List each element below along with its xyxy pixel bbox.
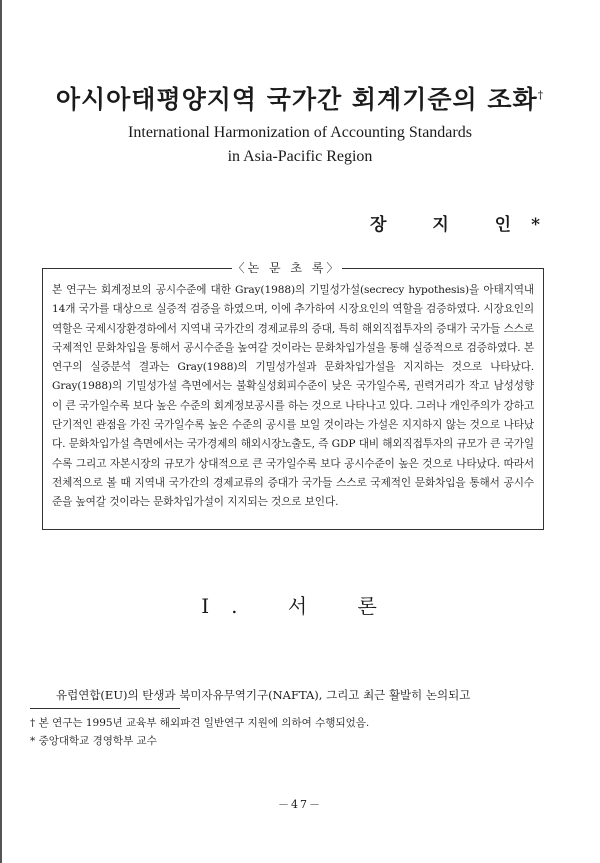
- author: [370, 210, 540, 235]
- section-title: Ⅰ. 서 론: [201, 594, 399, 618]
- footnote-funding: † 본 연구는 1995년 교육부 해외파견 일반연구 지원에 의하여 수행되었음.: [30, 717, 370, 729]
- page-number: －47－: [278, 798, 322, 811]
- abstract-heading: 〈논 문 초 록〉: [232, 261, 342, 275]
- footnote-affiliation: * 중앙대학교 경영학부 교수: [30, 735, 157, 747]
- title-korean-text: 아시아태평양지역 국가간 회계기준의 조화: [55, 85, 538, 114]
- paper-title-korean: [0, 80, 600, 116]
- title-footnote-mark: †: [537, 88, 545, 102]
- title-english-line-2: in Asia-Pacific Region: [227, 148, 373, 165]
- footnotes: [30, 714, 560, 750]
- author-name: 장 지 인: [370, 215, 532, 235]
- author-footnote-mark: *: [531, 215, 540, 235]
- footnote-divider: [30, 708, 180, 709]
- title-english-line-1: International Harmonization of Accounting Standards: [128, 124, 472, 141]
- abstract-text: 본 연구는 회계정보의 공시수준에 대한 Gray(1988)의 기밀성가설(secrecy hypothesis)을 아태지역내 14개 국가를 대상으로 실증적 검증을 하였으며, 이에 추가하여 시장요인의 역할을 검증하였다. 시장요인의 역할은 국제시장환경하에서 지역내 국가간의 경제교류의 증대, 특히 해외직접투자의 증대가 국가들 스스로 국제적인 문화차입을 통해서 공시수준을 높여갈 것이라는 문화차입가설을 통해 실증적으로 검증하였다. 본 연구의 실증분석 결과는 Gray(1988)의 기밀성가설과 문화차입가설을 지지하는 것으로 나타났다. Gray(1988)의 기밀성가설 측면에서는 불확실성회피수준이 낮은 국가일수록, 권력거리가 작고 남성성향이 큰 국가일수록 보다 높은 수준의 회계정보공시를 하는 것으로 나타나고 있다. 그러나 개인주의가 강하고 단기적인 관점을 가진 국가일수록 높은 수준의 공시를 보일 것이라는 가설은 지지하지 않는 것으로 나타났다. 문화차입가설 측면에서는 국가경제의 해외시장노출도, 즉 GDP 대비 해외직접투자의 규모가 큰 국가일수록 그리고 자본시장의 규모가 상대적으로 큰 국가일수록 보다 공시수준이 높은 것으로 나타났다. 따라서 전체적으로 볼 때 지역내 국가간의 경제교류의 증대가 국가들 스스로 국제적인 문화차입을 통해서 공시수준을 높여갈 것이라는 문화차입가설이 지지되는 것으로 보인다.: [52, 284, 534, 509]
- paper-title-english: [0, 121, 600, 169]
- body-paragraph: 유럽연합(EU)의 탄생과 북미자유무역기구(NAFTA), 그리고 최근 활발히 논의되고: [56, 688, 471, 702]
